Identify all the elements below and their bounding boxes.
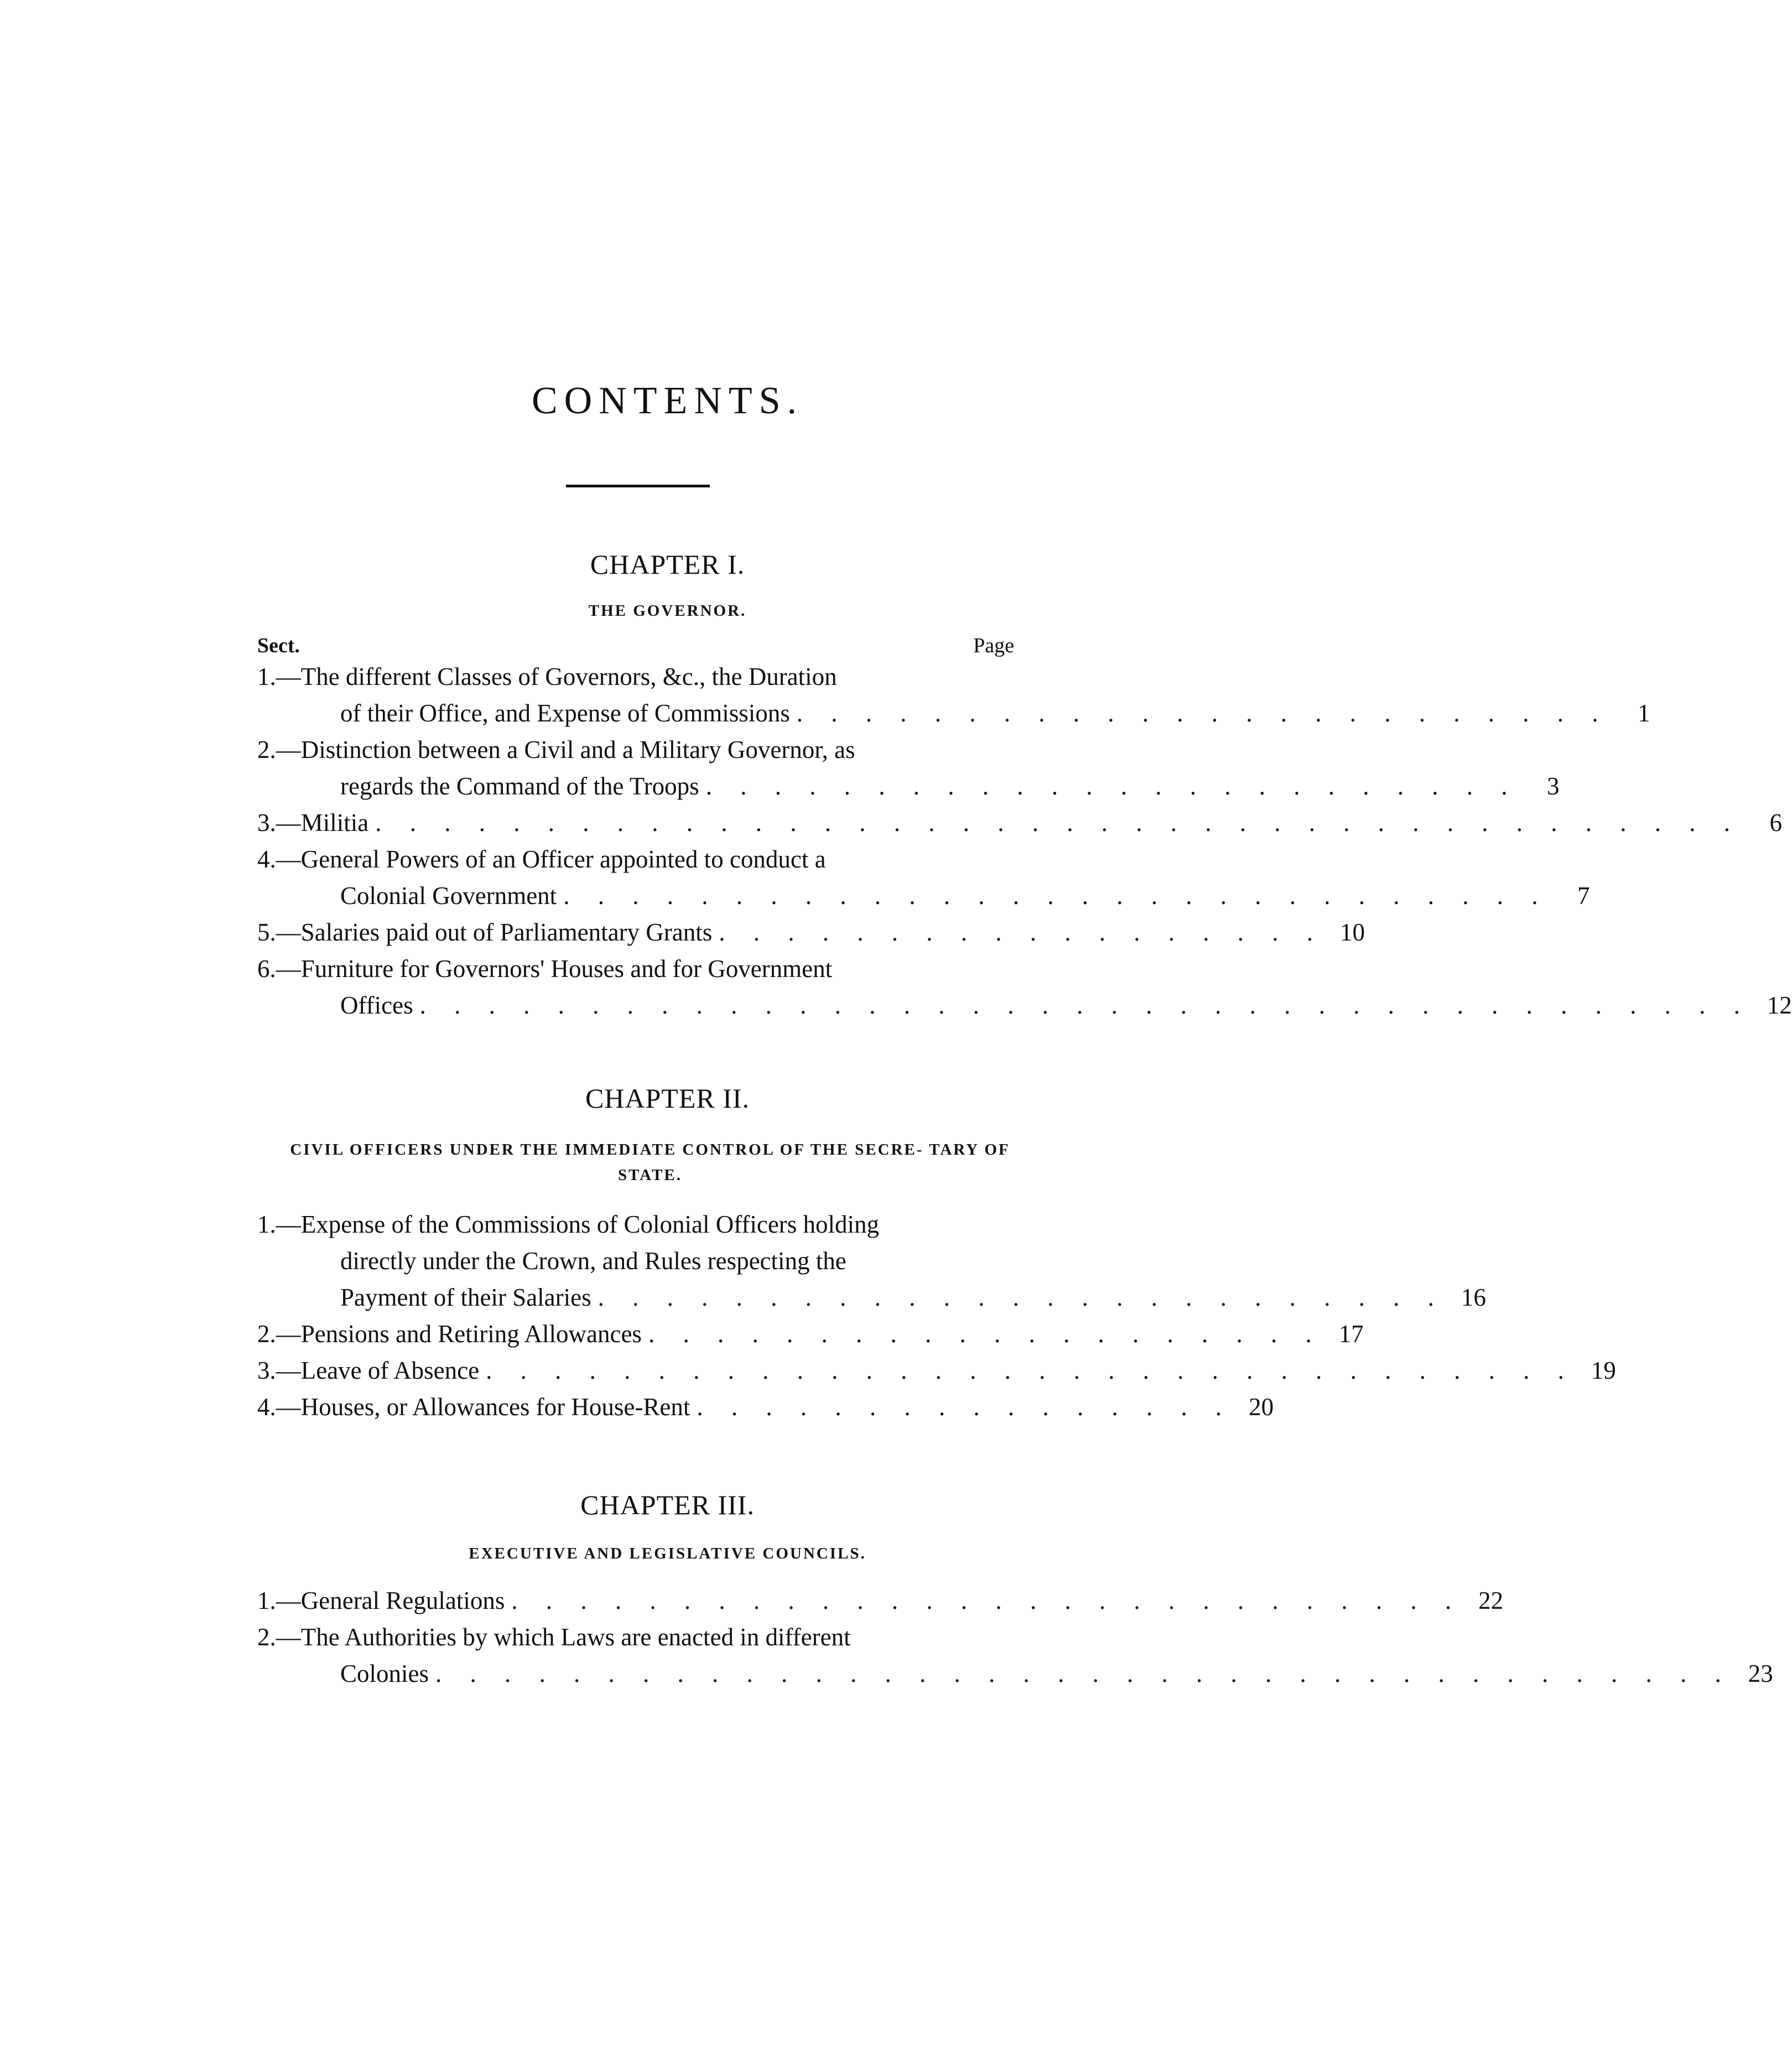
chapter-1-heading: CHAPTER I. xyxy=(590,549,745,580)
entry-text-continued: of their Office, and Expense of Commissions xyxy=(340,699,790,727)
page-number: 17 xyxy=(1338,1320,1364,1348)
toc-entry-ch1-3 xyxy=(257,804,1782,841)
chapter-2-heading: CHAPTER II. xyxy=(585,1083,750,1114)
toc-entry-ch3-2 xyxy=(257,1619,1773,1692)
page-number: 10 xyxy=(1340,918,1365,946)
entry-number: 2. xyxy=(257,736,276,763)
entry-text: —Houses, or Allowances for House-Rent xyxy=(276,1393,690,1421)
page-number: 12 xyxy=(1767,991,1792,1019)
entry-text-continued: Colonies xyxy=(340,1660,429,1687)
page-number: 6 xyxy=(1769,809,1782,837)
toc-entry-ch1-4 xyxy=(257,841,1590,914)
page-number: 16 xyxy=(1461,1284,1486,1311)
entry-text: —Furniture for Governors' Houses and for Government xyxy=(276,955,833,983)
toc-entry-ch1-1 xyxy=(257,658,1650,731)
toc-entry-ch1-2 xyxy=(257,731,1560,804)
toc-entry-ch1-6 xyxy=(257,950,1792,1024)
entry-text: —The Authorities by which Laws are enacted in different xyxy=(276,1623,851,1651)
page-number: 22 xyxy=(1478,1587,1504,1614)
toc-entry-ch2-2 xyxy=(257,1316,1364,1352)
entry-text: —Pensions and Retiring Allowances xyxy=(276,1320,642,1348)
entry-text: —General Powers of an Officer appointed to conduct a xyxy=(276,845,826,873)
entry-number: 1. xyxy=(257,1587,276,1614)
page-number: 3 xyxy=(1546,772,1560,800)
toc-entry-ch1-5 xyxy=(257,914,1365,950)
page-number: 1 xyxy=(1638,699,1650,727)
entry-text-continued: directly under the Crown, and Rules respecting the xyxy=(340,1247,846,1275)
entry-text: —Salaries paid out of Parliamentary Grants xyxy=(276,918,713,946)
dot-leader: . . . . . . . . . . . . . . . . . . . . . . . . . . . . xyxy=(511,1587,1463,1614)
entry-text-continued: Payment of their Salaries xyxy=(340,1284,591,1311)
dot-leader: . . . . . . . . . . . . . . . . . . . . . . . . . . . . . . . . . . . . . . . . xyxy=(375,809,1741,837)
dot-leader: . . . . . . . . . . . . . . . . . . . . . . . . . . . . . . . . . . . . . . xyxy=(435,1660,1732,1687)
entry-text: —Militia xyxy=(276,809,369,837)
entry-number: 1. xyxy=(257,1211,276,1238)
entry-number: 3. xyxy=(257,1357,276,1384)
toc-entry-ch2-4 xyxy=(257,1389,1274,1425)
entry-text: —General Regulations xyxy=(276,1587,505,1614)
toc-entry-ch2-1 xyxy=(257,1206,1486,1316)
entry-number: 3. xyxy=(257,809,276,837)
dot-leader: . . . . . . . . . . . . . . . . . . . . . . . . . . . . . xyxy=(563,882,1549,910)
entry-text: —Expense of the Commissions of Colonial Officers holding xyxy=(276,1211,880,1238)
entry-text: —Distinction between a Civil and a Military Governor, as xyxy=(276,736,855,763)
sect-column-label: Sect. xyxy=(257,634,300,657)
dot-leader: . . . . . . . . . . . . . . . . . . . . . . . . . xyxy=(598,1284,1445,1311)
entry-number: 2. xyxy=(257,1623,276,1651)
page-number: 23 xyxy=(1748,1660,1773,1687)
entry-text: —The different Classes of Governors, &c., the Duration xyxy=(276,663,837,690)
entry-text-continued: Offices xyxy=(340,991,413,1019)
entry-number: 5. xyxy=(257,918,276,946)
dot-leader: . . . . . . . . . . . . . . . . . . . . . . . . xyxy=(705,772,1519,800)
entry-number: 4. xyxy=(257,845,276,873)
chapter-3-heading: CHAPTER III. xyxy=(580,1489,755,1520)
title-rule xyxy=(566,485,710,487)
page-column-label: Page xyxy=(973,634,1014,657)
dot-leader: . . . . . . . . . . . . . . . . . . . . . . . . . . . . . . . . . . . . . . . xyxy=(419,991,1751,1019)
entry-text-continued: Colonial Government xyxy=(340,882,557,910)
toc-entry-ch3-1 xyxy=(257,1582,1504,1619)
dot-leader: . . . . . . . . . . . . . . . . . . . . . . . . . . . . . . . . xyxy=(486,1357,1575,1384)
chapter-3-subtitle: EXECUTIVE AND LEGISLATIVE COUNCILS. xyxy=(469,1545,866,1562)
entry-number: 1. xyxy=(257,663,276,690)
dot-leader: . . . . . . . . . . . . . . . . xyxy=(697,1393,1233,1421)
dot-leader: . . . . . . . . . . . . . . . . . . xyxy=(719,918,1324,946)
entry-text-continued: regards the Command of the Troops xyxy=(340,772,699,800)
chapter-2-subtitle: CIVIL OFFICERS UNDER THE IMMEDIATE CONTROL OF THE SECRE- TARY OF STATE. xyxy=(290,1141,1010,1184)
dot-leader: . . . . . . . . . . . . . . . . . . . . xyxy=(648,1320,1323,1348)
page-number: 19 xyxy=(1591,1357,1616,1384)
dot-leader: . . . . . . . . . . . . . . . . . . . . . . . . xyxy=(796,699,1609,727)
contents-title: CONTENTS. xyxy=(531,380,804,422)
page-number: 20 xyxy=(1249,1393,1274,1421)
entry-number: 4. xyxy=(257,1393,276,1421)
toc-entry-ch2-3 xyxy=(257,1352,1616,1389)
chapter-1-subtitle: THE GOVERNOR. xyxy=(588,602,747,620)
entry-number: 6. xyxy=(257,955,276,983)
entry-number: 2. xyxy=(257,1320,276,1348)
page-number: 7 xyxy=(1577,882,1590,910)
entry-text: —Leave of Absence xyxy=(276,1357,480,1384)
